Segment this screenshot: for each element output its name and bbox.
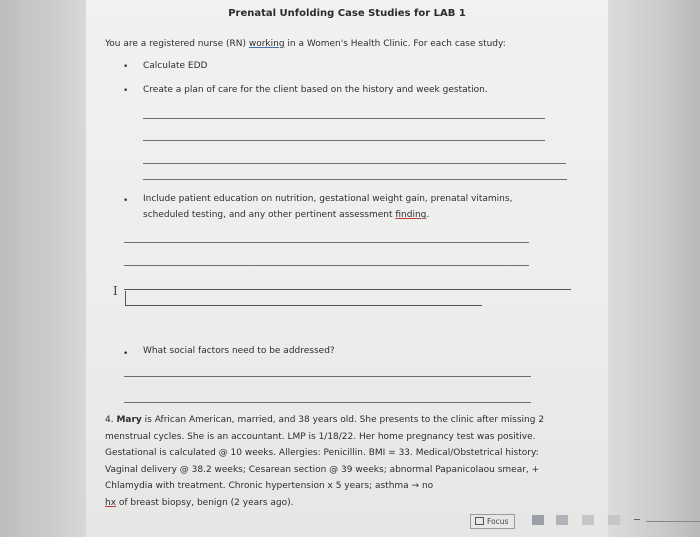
answer-line[interactable]	[143, 179, 567, 180]
answer-line[interactable]	[124, 289, 571, 290]
outline-icon[interactable]	[582, 515, 594, 525]
bullet-social-factors: What social factors need to be addressed?	[143, 346, 335, 356]
status-bar	[470, 512, 700, 530]
bullet-education-line1: Include patient education on nutrition, gestational weight gain, prenatal vitamins,	[143, 194, 513, 204]
case-line	[105, 412, 585, 429]
case-line: menstrual cycles. She is an accountant. LMP is 1/18/22. Her home pregnancy test was positive.	[105, 431, 536, 442]
focus-button[interactable]	[470, 514, 515, 529]
intro-paragraph	[105, 39, 506, 50]
education-period: .	[426, 210, 430, 220]
intro-text-before: You are a registered nurse (RN)	[105, 39, 249, 49]
table-cell-border	[125, 291, 126, 305]
case-line: Vaginal delivery @ 38.2 weeks; Cesarean section @ 39 weeks; abnormal Papanicolaou smear, +	[105, 464, 540, 475]
bullet-education-line2	[143, 210, 429, 221]
case-text: is African American, married, and 38 years old. She presents to the clinic after missing 2	[141, 415, 545, 425]
intro-underlined-word: working	[248, 39, 285, 49]
focus-label: Focus	[487, 517, 509, 526]
case-line: Chlamydia with treatment. Chronic hypertension x 5 years; asthma → no	[105, 481, 434, 491]
patient-name: Mary	[116, 415, 142, 425]
document-page[interactable]	[86, 0, 608, 537]
bullet-dot: •	[123, 349, 129, 359]
education-text: scheduled testing, and any other pertinent assessment	[143, 210, 396, 220]
draft-icon[interactable]	[608, 515, 620, 525]
case-line	[105, 495, 585, 512]
bullet-dot: •	[123, 86, 129, 96]
case-line: Gestational is calculated @ 10 weeks. Allergies: Penicillin. BMI = 33. Medical/Obstetrical history:	[105, 448, 539, 458]
answer-line[interactable]	[124, 242, 529, 243]
bullet-dot: •	[123, 196, 129, 206]
spellcheck-word: hx	[105, 497, 117, 508]
right-margin	[608, 0, 700, 537]
focus-icon	[475, 517, 484, 525]
answer-line[interactable]	[124, 376, 531, 377]
case-text: of breast biopsy, benign (2 years ago).	[116, 497, 294, 508]
page-title: Prenatal Unfolding Case Studies for LAB 1	[228, 8, 466, 19]
case-number: 4.	[105, 415, 114, 425]
left-margin	[0, 0, 86, 537]
print-layout-icon[interactable]	[532, 515, 544, 525]
read-mode-icon[interactable]	[556, 515, 568, 525]
answer-line[interactable]	[143, 118, 545, 119]
bullet-plan-of-care: Create a plan of care for the client based on the history and week gestation.	[143, 85, 488, 95]
answer-line[interactable]	[124, 402, 531, 403]
zoom-out-icon[interactable]	[634, 519, 640, 520]
zoom-slider[interactable]	[646, 521, 700, 522]
answer-line[interactable]	[124, 265, 529, 266]
spellcheck-word: finding	[395, 210, 427, 220]
bullet-dot: •	[123, 62, 129, 72]
bullet-calc-edd: Calculate EDD	[143, 61, 208, 71]
intro-text-after: in a Women's Health Clinic. For each case study:	[284, 39, 506, 49]
case-study-4	[105, 412, 585, 511]
answer-line[interactable]	[143, 163, 566, 164]
answer-line[interactable]	[143, 140, 545, 141]
answer-line[interactable]	[125, 305, 482, 306]
text-cursor-icon: I	[113, 284, 118, 298]
